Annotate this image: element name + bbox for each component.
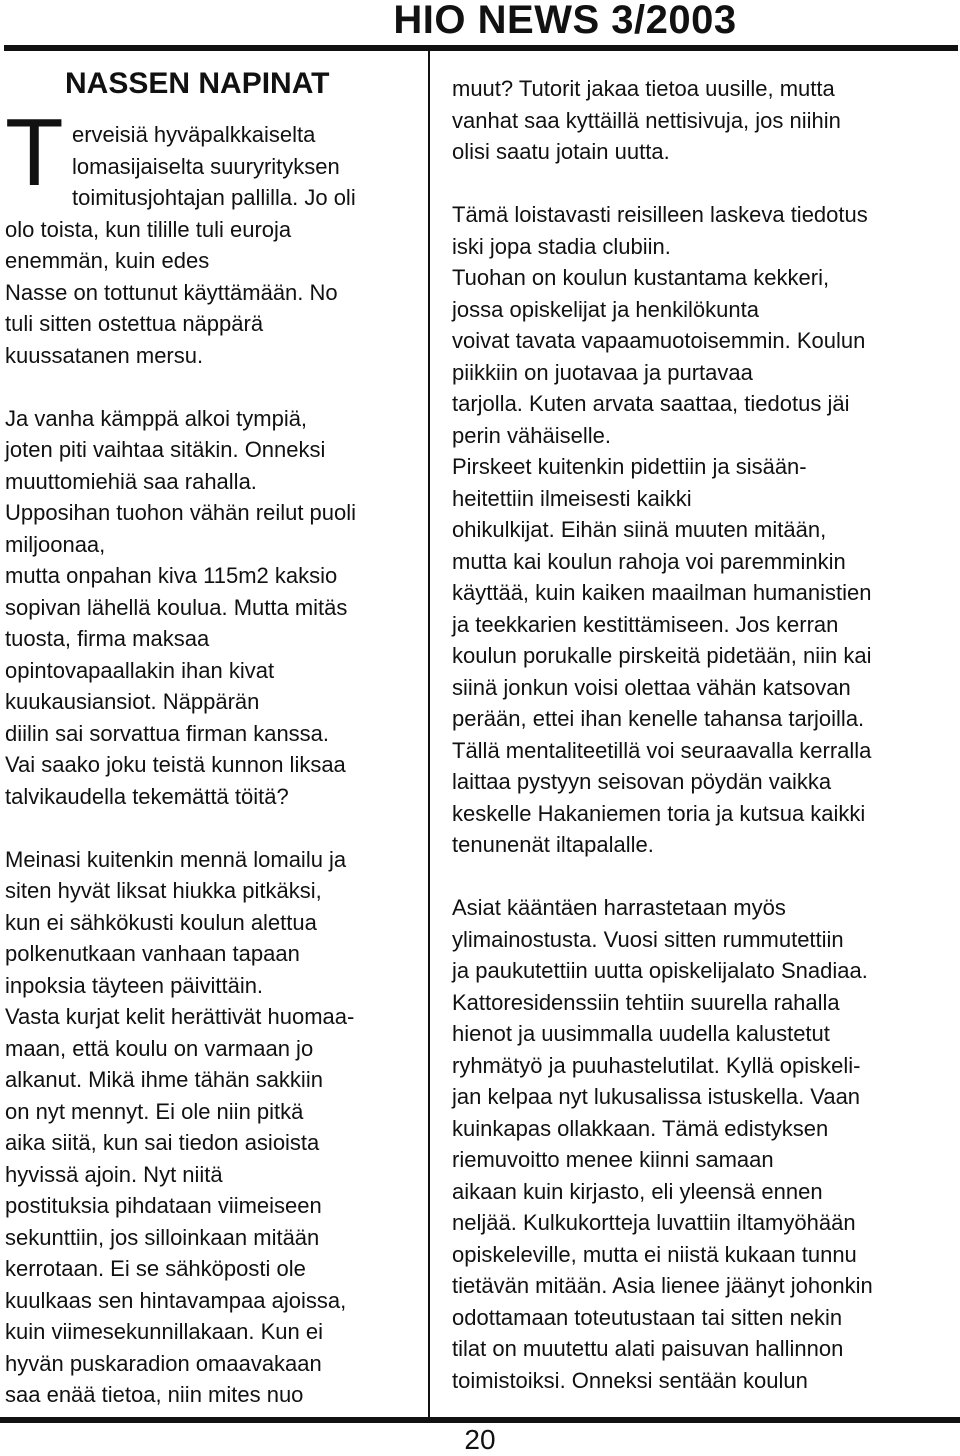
text-line: kuukausiansiot. Näppärän [5,689,260,714]
paragraph-gap [5,812,420,844]
text-line: hyvissä ajoin. Nyt niitä [5,1161,223,1187]
bottom-rule [0,1417,960,1423]
text-line: tuosta, firma maksaa [5,626,210,651]
text-line: sekunttiin, jos silloinkaan mitään [5,1224,320,1250]
text-line: hyvän puskaradion omaavakaan [5,1350,322,1376]
text-line: kuussatanen mersu. [5,342,204,368]
text-line: Ja vanha kämppä alkoi tympiä, [5,405,308,431]
text-line: siinä jonkun voisi olettaa vähän katsovan [452,674,851,700]
text-line: olisi saatu jotain uutta. [452,139,670,164]
text-line: voivat tavata vapaamuotoisemmin. Koulun [452,328,866,353]
text-line: tilat on muutettu alati paisuvan hallinnon [452,1336,844,1361]
text-line: Asiat kääntäen harrastetaan myös [452,895,786,920]
text-line: erveisiä hyväpalkkaiselta [72,122,316,147]
text-line: joten piti vaihtaa sitäkin. Onneksi [5,437,326,462]
text-line: opintovapaallakin ihan kivat [5,657,275,683]
text-line: tietävän mitään. Asia lienee jäänyt johonkin [452,1273,873,1298]
text-line: maan, että koulu on varmaan jo [5,1035,314,1061]
text-line: opiskeleville, mutta ei niistä kukaan tunnu [452,1241,857,1267]
right-column [452,73,952,1396]
text-line: tuli sitten ostettua näppärä [5,311,264,336]
text-line: siten hyvät liksat hiukka pitkäksi, [5,878,322,903]
text-line: neljää. Kulkukortteja luvattiin iltamyöhään [452,1210,856,1235]
text-line: ylimainostusta. Vuosi sitten rummutettiin [452,926,844,952]
text-line: tenunenät iltapalalle. [452,832,654,857]
text-line: diilin sai sorvattua firman kanssa. [5,720,330,746]
text-line: ja paukutettiin uutta opiskelijalato Snadiaa. [452,958,868,983]
text-line: vanhat saa kyttäillä nettisivuja, jos niihin [452,107,841,133]
article-title: NASSEN NAPINAT [65,67,330,100]
text-line: perin vähäiselle. [452,422,611,448]
text-line: ja teekkarien kestittämiseen. Jos kerran [452,611,839,637]
text-line: miljoonaa, [5,531,106,557]
text-line: iski jopa stadia clubiin. [452,233,671,259]
text-line: heitettiin ilmeisesti kaikki [452,485,692,511]
text-line: olo toista, kun tilille tuli euroja [5,216,292,242]
text-line: jossa opiskelijat ja henkilökunta [452,296,759,322]
text-line: talvikaudella tekemättä töitä? [5,783,289,809]
text-line: ryhmätyö ja puuhastelutilat. Kyllä opiskeli- [452,1052,861,1078]
text-line: piikkiin on juotavaa ja purtavaa [452,359,753,385]
text-line: aikaan kuin kirjasto, eli yleensä ennen [452,1178,823,1204]
text-line: mutta onpahan kiva 115m2 kaksio [5,563,338,588]
column-divider [428,51,430,1417]
text-line: inpoksia täyteen päivittäin. [5,972,264,998]
text-line: hienot ja uusimmalla uudella kalustetut [452,1021,830,1046]
paragraph-gap [452,861,952,893]
text-line: perään, ettei ihan kenelle tahansa tarjoilla. [452,706,865,731]
masthead: HIO NEWS 3/2003 [393,0,737,42]
text-line: Nasse on tottunut käyttämään. No [5,279,338,305]
text-line: ohikulkijat. Eihän siinä muuten mitään, [452,517,827,542]
text-line: toimitusjohtajan pallilla. Jo oli [72,185,356,210]
text-line: tarjolla. Kuten arvata saattaa, tiedotus jäi [452,391,850,416]
top-rule [4,45,958,51]
text-line: muuttomiehiä saa rahalla. [5,468,257,494]
text-line: kerrotaan. Ei se sähköposti ole [5,1256,306,1281]
text-line: aika siitä, kun sai tiedon asioista [5,1130,320,1155]
page-number: 20 [464,1424,496,1455]
text-line: Vasta kurjat kelit herättivät huomaa- [5,1004,355,1029]
text-line: koulun porukalle pirskeitä pidetään, niin kai [452,643,872,668]
paragraph-gap [452,168,952,200]
text-line: jan kelpaa nyt lukusalissa istuskella. Vaan [452,1084,861,1109]
text-line: Tällä mentaliteetillä voi seuraavalla kerralla [452,737,872,763]
text-line: postituksia pihdataan viimeiseen [5,1193,322,1218]
dropcap-paragraph [5,99,420,214]
text-line: käyttää, kuin kaiken maailman humanistien [452,580,872,605]
text-line: Kattoresidenssiin tehtiin suurella rahalla [452,989,840,1015]
text-line: Meinasi kuitenkin mennä lomailu ja [5,846,347,872]
text-line: keskelle Hakaniemen toria ja kutsua kaikki [452,800,866,826]
text-line: sopivan lähellä koulua. Mutta mitäs [5,594,348,620]
text-line: riemuvoitto menee kiinni samaan [452,1147,774,1172]
text-line: odottamaan toteutustaan tai sitten nekin [452,1304,843,1330]
text-line: enemmän, kuin edes [5,248,210,273]
text-line: kuin viimesekunnillakaan. Kun ei [5,1319,323,1344]
text-line: kuinkapas ollakkaan. Tämä edistyksen [452,1115,829,1141]
text-line: Upposihan tuohon vähän reilut puoli [5,500,357,525]
text-line: laittaa pystyyn seisovan pöydän vaikka [452,769,832,794]
text-line: Pirskeet kuitenkin pidettiin ja sisään- [452,454,807,479]
paragraph-gap [5,371,420,403]
text-line: Tuohan on koulun kustantama kekkeri, [452,265,830,290]
text-line: alkanut. Mikä ihme tähän sakkiin [5,1067,323,1092]
text-line: Vai saako joku teistä kunnon liksaa [5,752,346,777]
dropcap-letter: T [5,99,64,206]
text-line: toimistoiksi. Onneksi sentään koulun [452,1367,808,1393]
left-column [5,66,420,1411]
text-line: muut? Tutorit jakaa tietoa uusille, mutta [452,76,835,101]
text-line: lomasijaiselta suuryrityksen [72,153,340,179]
text-line: polkenutkaan vanhaan tapaan [5,941,300,966]
text-line: saa enää tietoa, niin mites nuo [5,1382,304,1407]
text-line: Tämä loistavasti reisilleen laskeva tiedotus [452,202,868,227]
text-line: kun ei sähkökusti koulun alettua [5,909,317,935]
text-line: kuulkaas sen hintavampaa ajoissa, [5,1287,347,1313]
text-line: on nyt mennyt. Ei ole niin pitkä [5,1098,304,1124]
text-line: mutta kai koulun rahoja voi paremminkin [452,548,846,574]
